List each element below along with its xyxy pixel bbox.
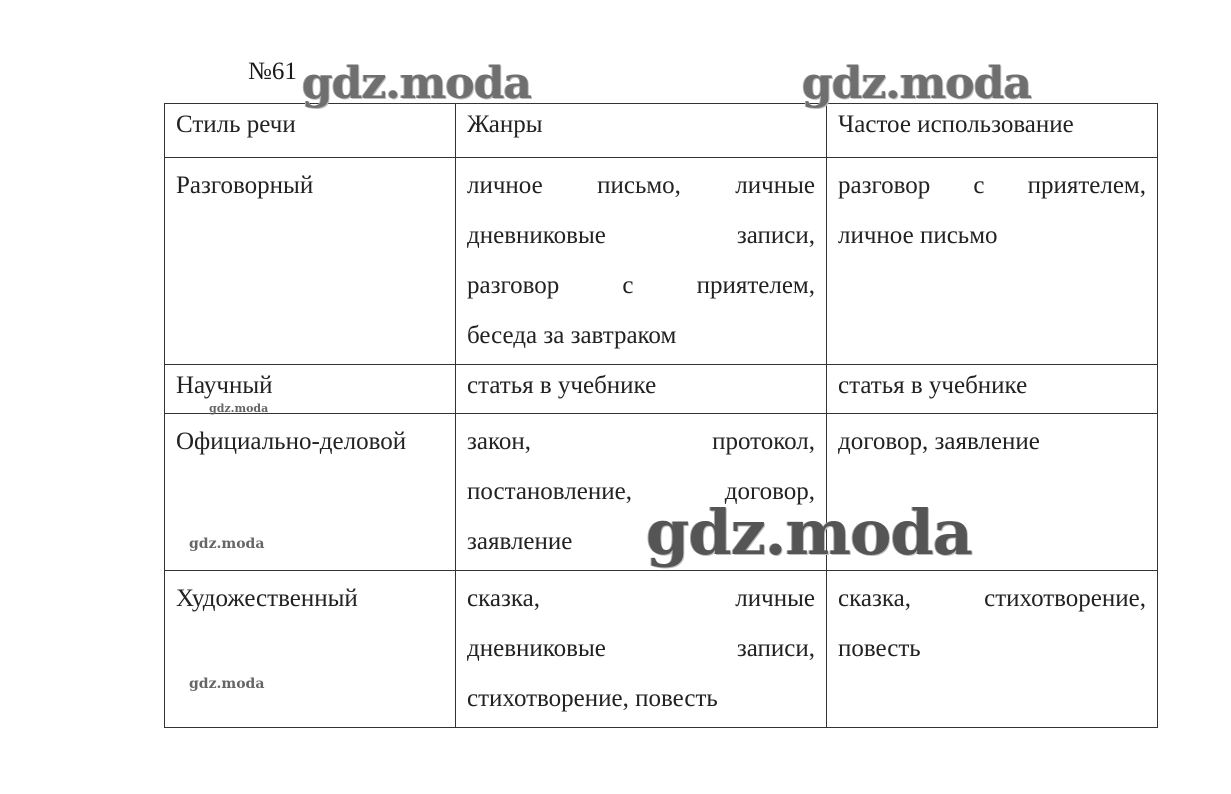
task-number: №61: [248, 58, 297, 85]
usage-line: разговор с приятелем,: [838, 172, 1146, 199]
header-cell-style: Стиль речи: [165, 104, 456, 158]
table-row-colloquial: [165, 158, 1158, 365]
speech-styles-table: [164, 103, 1158, 728]
style-cell: Художественный: [165, 571, 456, 728]
genres-line: постановление, договор,: [467, 478, 815, 505]
genres-line: закон, протокол,: [467, 428, 815, 455]
usage-line: личное письмо: [838, 222, 998, 249]
genres-cell: [456, 365, 827, 414]
usage-line: статья в учебнике: [838, 372, 1028, 399]
genres-line: дневниковые записи,: [467, 635, 815, 662]
usage-cell: [827, 158, 1158, 365]
genres-line: беседа за завтраком: [467, 322, 677, 349]
genres-line: заявление: [467, 528, 573, 555]
genres-cell: [456, 158, 827, 365]
watermark-small: gdz.moda: [209, 402, 269, 415]
watermark-small: gdz.moda: [189, 676, 265, 692]
usage-line: повесть: [838, 635, 921, 662]
genres-line: дневниковые записи,: [467, 222, 815, 249]
watermark-logo: gdz.moda: [802, 58, 1032, 109]
style-cell: Научный: [165, 365, 456, 414]
header-cell-usage: Частое использование: [827, 104, 1158, 158]
usage-line: сказка, стихотворение,: [838, 585, 1146, 612]
usage-line: договор, заявление: [838, 428, 1040, 455]
table-header-row: [165, 104, 1158, 158]
table-row-official: [165, 414, 1158, 571]
style-cell: Официально-деловой: [165, 414, 456, 571]
genres-cell: [456, 571, 827, 728]
style-cell: Разговорный: [165, 158, 456, 365]
genres-line: статья в учебнике: [467, 372, 657, 399]
genres-line: разговор с приятелем,: [467, 272, 815, 299]
header-cell-genres: Жанры: [456, 104, 827, 158]
table-row-artistic: [165, 571, 1158, 728]
usage-cell: [827, 365, 1158, 414]
watermark-logo: gdz.moda: [302, 58, 532, 109]
genres-line: стихотворение, повесть: [467, 685, 718, 712]
genres-cell: [456, 414, 827, 571]
watermark-logo: gdz.moda: [646, 496, 972, 569]
genres-line: личное письмо, личные: [467, 172, 815, 199]
table-row-scientific: [165, 365, 1158, 414]
usage-cell: [827, 571, 1158, 728]
watermark-small: gdz.moda: [189, 536, 265, 552]
usage-cell: [827, 414, 1158, 571]
genres-line: сказка, личные: [467, 585, 815, 612]
